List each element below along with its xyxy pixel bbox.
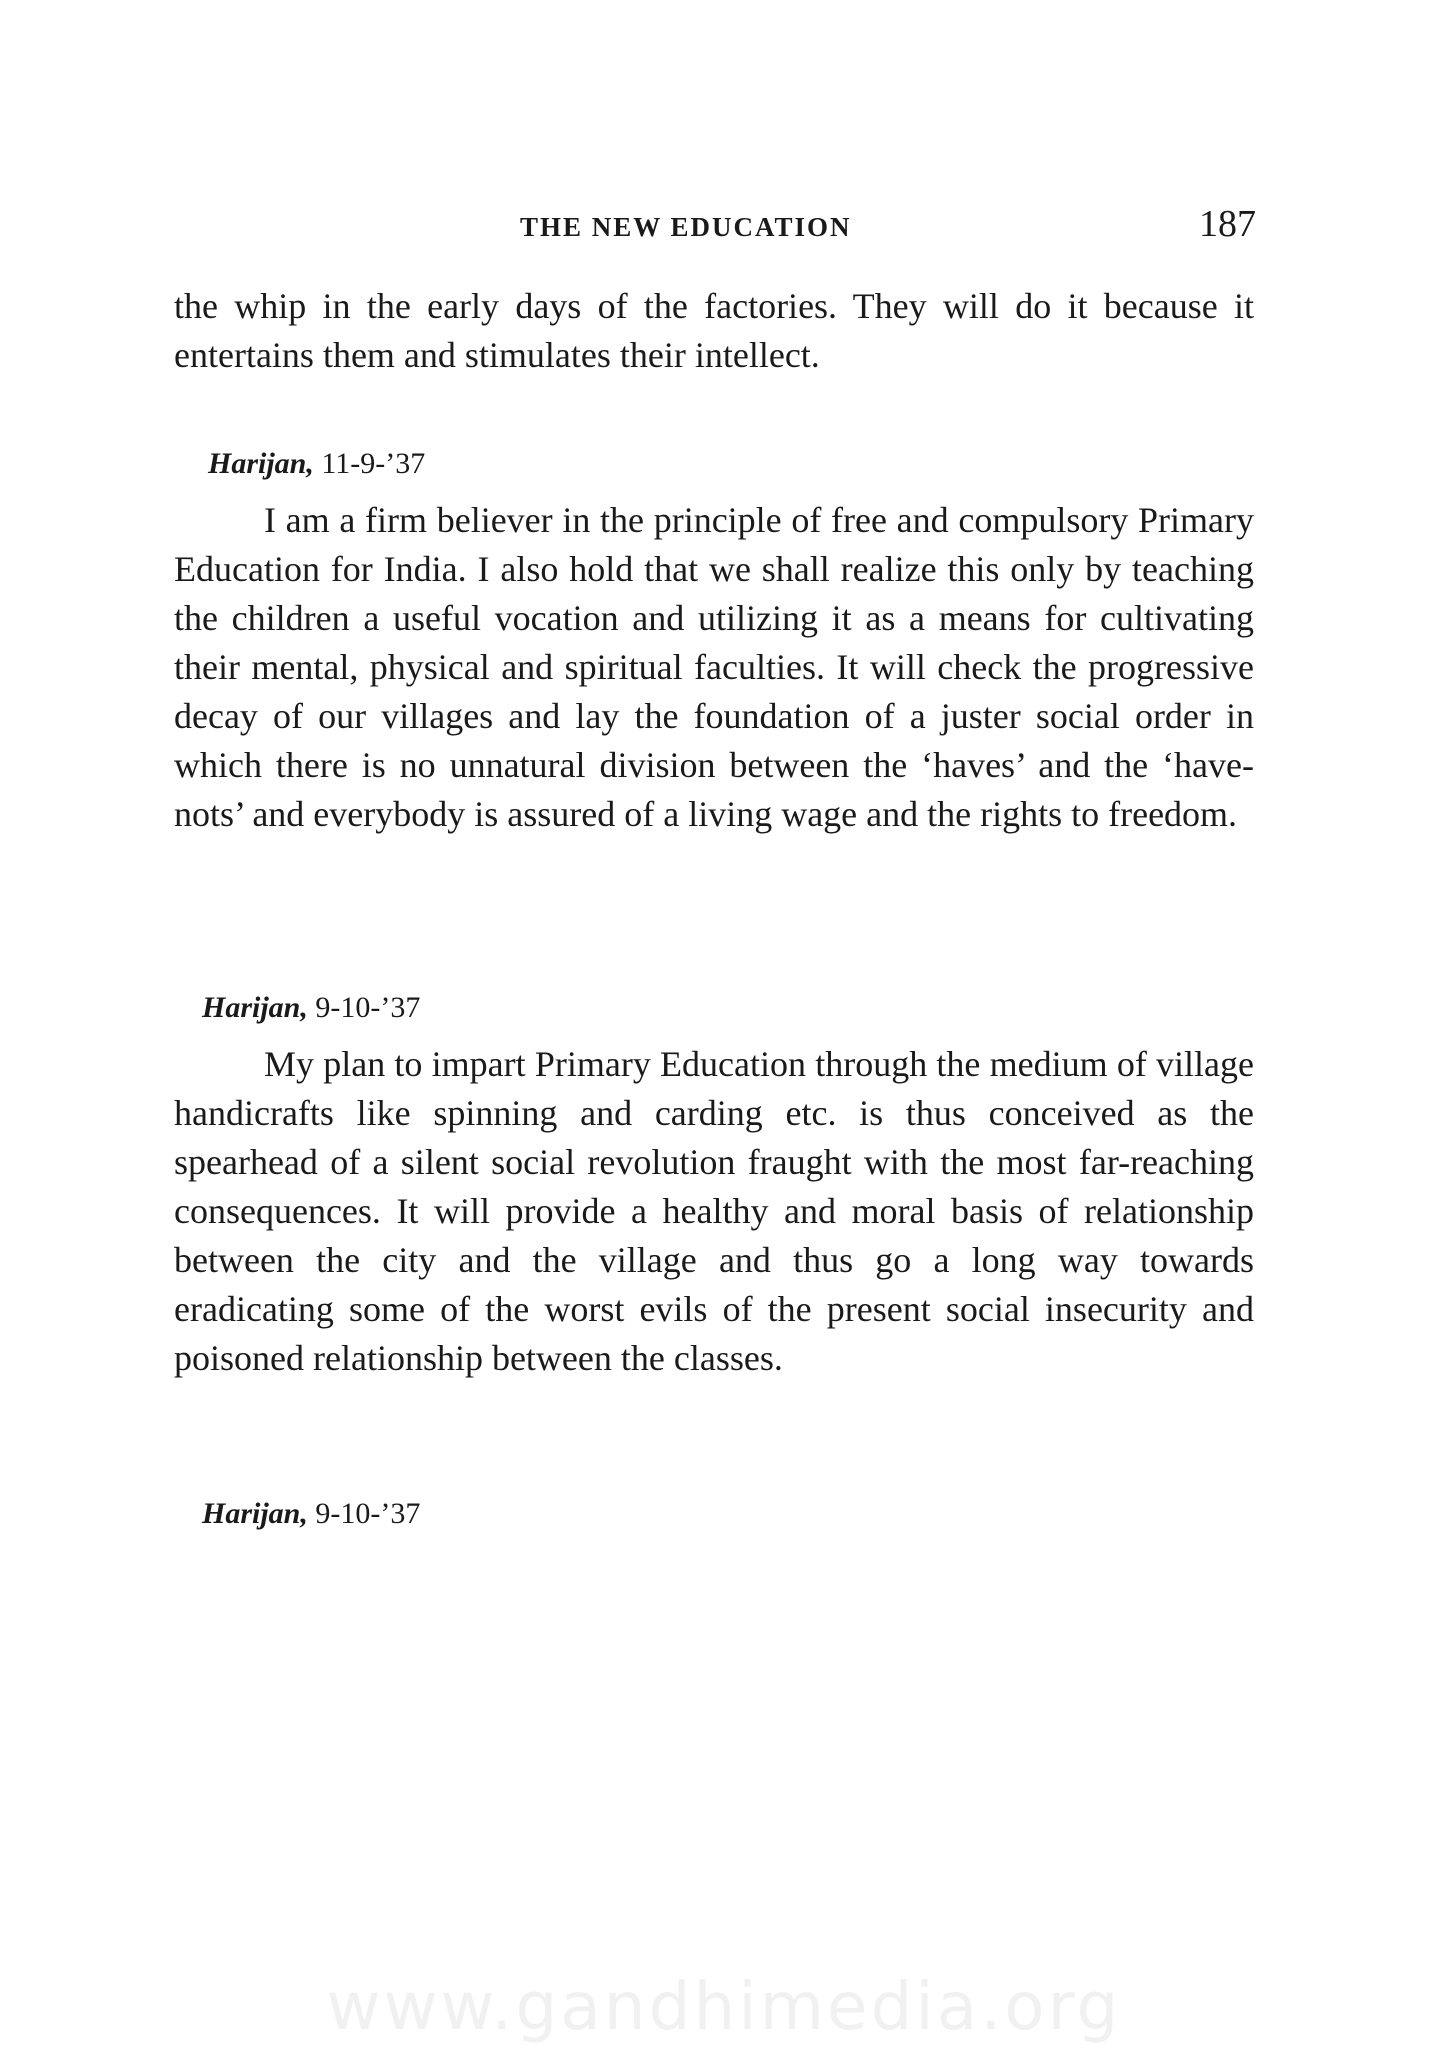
page-number: 187 — [1199, 203, 1256, 245]
citation — [202, 1496, 420, 1532]
watermark: www.gandhimedia.org — [326, 1968, 1122, 2045]
citation — [208, 446, 425, 482]
citation-date: 9-10-’37 — [315, 1497, 421, 1530]
citation — [202, 990, 420, 1026]
paragraph-continued: the whip in the early days of the factories. They will do it because it entertains them and stimulates their intellect. — [174, 286, 1254, 375]
citation-date: 9-10-’37 — [315, 991, 421, 1024]
paragraph: My plan to impart Primary Education through the medium of village handicrafts like spinning and carding etc. is thus conceived as the spearhead of a silent social revolution fraught with the most far-reaching consequences. It will provide a healthy and moral basis of relationship between the city and the village and thus go a long way towards eradicating some of the worst evils of the present social insecurity and poisoned relationship between the classes. — [174, 1044, 1254, 1378]
running-title: THE NEW EDUCATION — [520, 212, 852, 242]
citation-source: Harijan, — [202, 1497, 308, 1530]
citation-date: 11-9-’37 — [321, 447, 426, 480]
paragraph: I am a firm believer in the principle of free and compulsory Primary Education for India. I also hold that we shall realize this only by teaching the children a useful vocation and utilizing it as a means for cultivating their mental, physical and spiritual faculties. It will check the progressive decay of our villages and lay the foundation of a juster social order in which there is no unnatural division between the ‘haves’ and the ‘have-nots’ and everybody is assured of a living wage and the rights to freedom. — [174, 500, 1254, 834]
citation-source: Harijan, — [208, 447, 314, 480]
citation-source: Harijan, — [202, 991, 308, 1024]
